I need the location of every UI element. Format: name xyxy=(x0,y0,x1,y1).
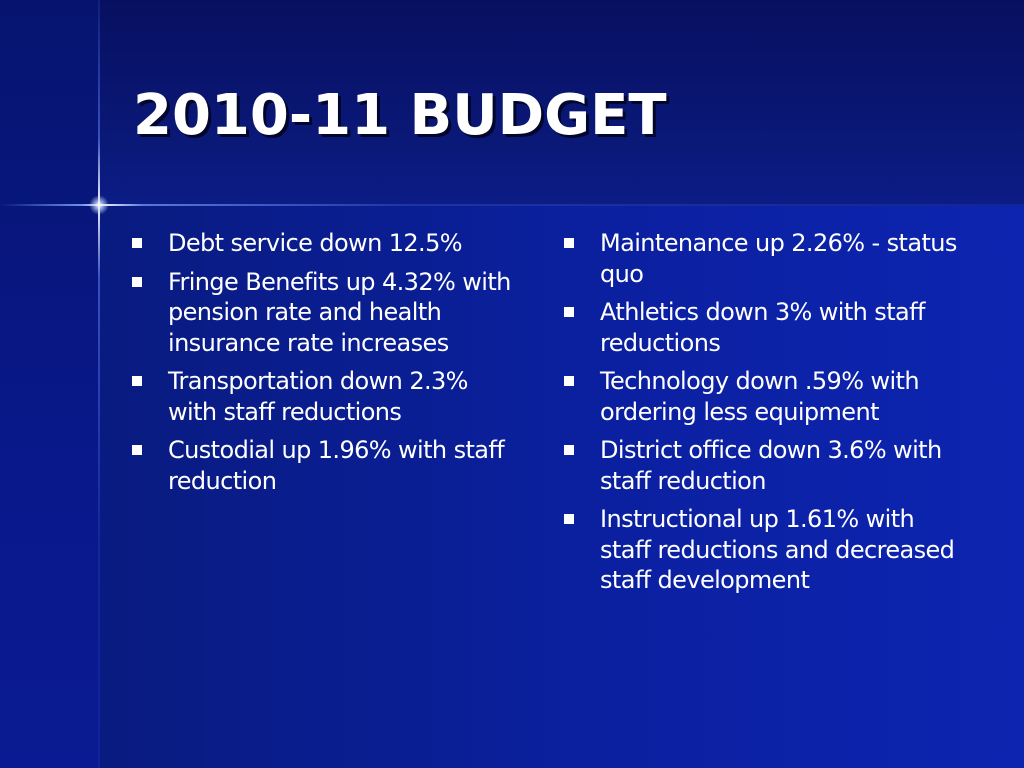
list-item-text: Debt service down 12.5% xyxy=(168,229,462,257)
square-bullet-icon xyxy=(132,445,142,455)
list-item xyxy=(130,267,520,359)
list-item-text: Instructional up 1.61% with staff reductions and decreased staff development xyxy=(600,505,955,594)
list-item xyxy=(562,504,962,596)
slide-title: 2010-11 BUDGET xyxy=(133,83,667,148)
sparkle-icon xyxy=(89,195,109,215)
list-item-text: Custodial up 1.96% with staff reduction xyxy=(168,436,505,495)
square-bullet-icon xyxy=(564,445,574,455)
square-bullet-icon xyxy=(132,376,142,386)
right-bullet-list xyxy=(562,228,962,604)
list-item-text: Technology down .59% with ordering less equipment xyxy=(600,367,919,426)
list-item xyxy=(130,366,520,427)
list-item xyxy=(562,366,962,427)
list-item xyxy=(562,435,962,496)
list-item-text: Maintenance up 2.26% - status quo xyxy=(600,229,957,288)
square-bullet-icon xyxy=(564,238,574,248)
square-bullet-icon xyxy=(564,514,574,524)
list-item xyxy=(130,228,520,259)
list-item xyxy=(562,228,962,289)
horizontal-glow-line xyxy=(0,204,1024,206)
square-bullet-icon xyxy=(564,307,574,317)
vertical-glow-line xyxy=(98,0,100,768)
list-item-text: Athletics down 3% with staff reductions xyxy=(600,298,925,357)
list-item-text: Transportation down 2.3% with staff reductions xyxy=(168,367,468,426)
square-bullet-icon xyxy=(132,277,142,287)
square-bullet-icon xyxy=(132,238,142,248)
left-band-decoration xyxy=(0,0,100,768)
left-bullet-list xyxy=(130,228,520,504)
square-bullet-icon xyxy=(564,376,574,386)
list-item-text: Fringe Benefits up 4.32% with pension rate and health insurance rate increases xyxy=(168,267,511,357)
list-item xyxy=(130,435,520,496)
list-item-text: District office down 3.6% with staff reduction xyxy=(600,436,942,495)
list-item xyxy=(562,297,962,358)
